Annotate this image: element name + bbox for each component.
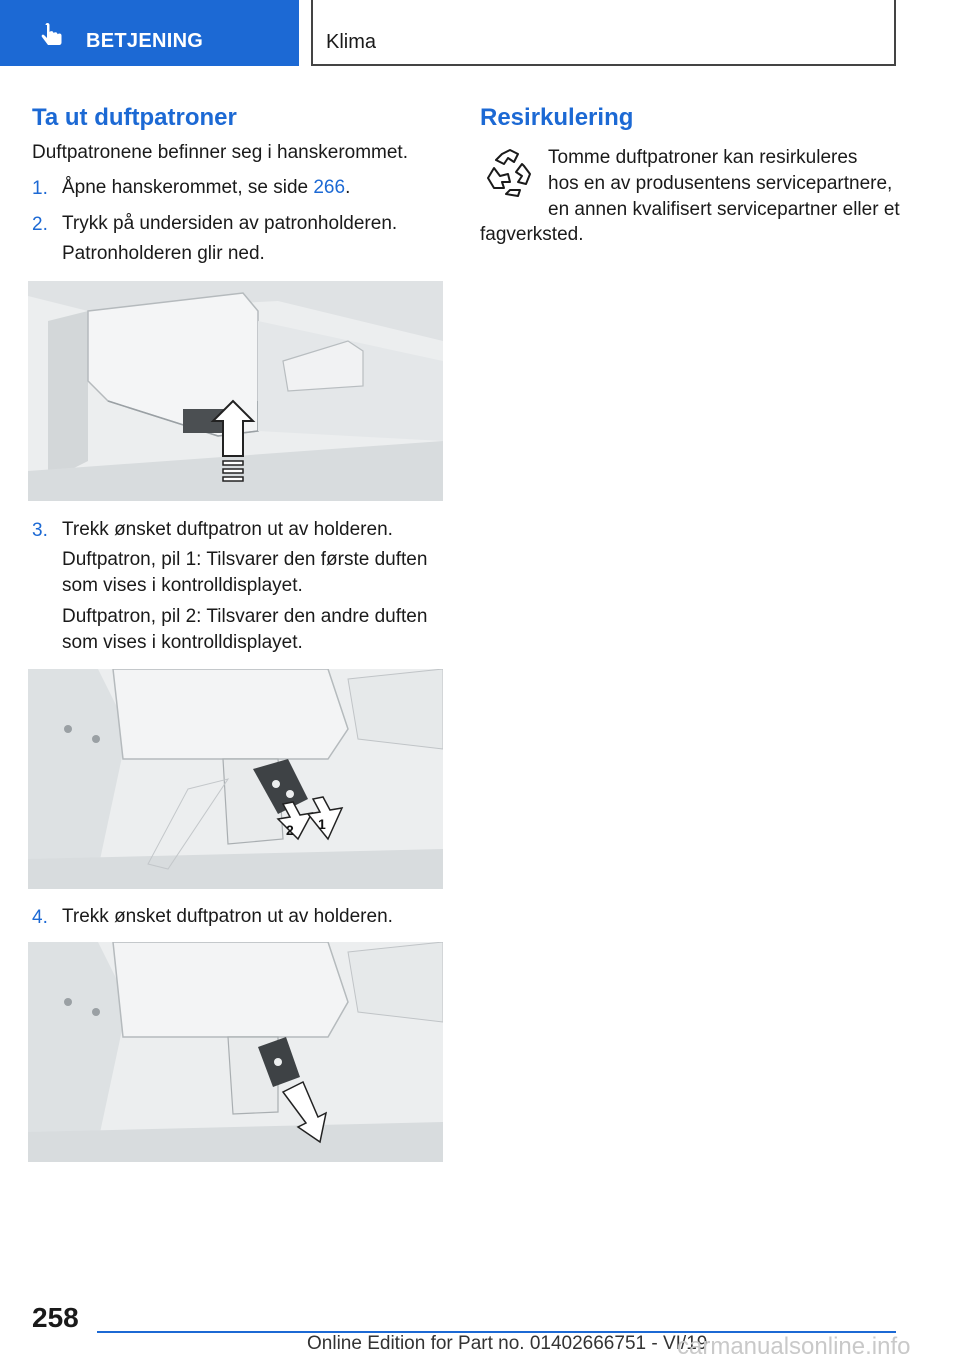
hand-pointer-icon: [38, 22, 66, 50]
figure-pull-cartridge: [28, 942, 443, 1162]
step-1-number: 1.: [32, 178, 48, 199]
edition-text: Online Edition for Part no. 01402666751 - VI/19: [307, 1333, 708, 1354]
recycle-line-2: hos en av produsentens servicepartnere,: [548, 173, 893, 194]
page-link[interactable]: 266: [313, 177, 346, 198]
watermark: carmanualsonline.info: [677, 1333, 911, 1360]
step-2-text: Trykk på undersiden av patronholderen.: [62, 213, 398, 234]
arrow-label-2: 2: [286, 822, 294, 838]
step-4-text: Trekk ønsket duftpatron ut av holderen.: [62, 906, 393, 927]
page-number: 258: [32, 1302, 79, 1333]
step-2-number: 2.: [32, 214, 48, 235]
step-3-note-2-line-2: som vises i kontrolldisplayet.: [62, 632, 303, 653]
step-1-text: Åpne hanskerommet, se side 266.: [62, 177, 351, 198]
figure-press-holder: [28, 281, 443, 501]
left-heading: Ta ut duftpatroner: [32, 104, 237, 131]
step-3-note-2-line-1: Duftpatron, pil 2: Tilsvarer den andre duften: [62, 606, 428, 627]
recycle-line-3: en annen kvalifisert servicepartner eller et: [548, 199, 900, 220]
right-heading: Resirkulering: [480, 104, 634, 131]
arrow-label-1: 1: [318, 816, 326, 832]
topic-title: Klima: [326, 31, 377, 53]
step-3-number: 3.: [32, 520, 48, 541]
recycle-icon: [484, 148, 536, 198]
recycle-line-4: fagverksted.: [480, 224, 584, 245]
step-4-number: 4.: [32, 907, 48, 928]
recycle-line-1: Tomme duftpatroner kan resirkuleres: [548, 147, 858, 168]
step-3-note-1-line-2: som vises i kontrolldisplayet.: [62, 575, 303, 596]
intro-text: Duftpatronene befinner seg i hanskerommet.: [32, 142, 408, 163]
step-3-note-1-line-1: Duftpatron, pil 1: Tilsvarer den første duften: [62, 549, 428, 570]
topic-box: [311, 0, 896, 66]
step-3-text: Trekk ønsket duftpatron ut av holderen.: [62, 519, 393, 540]
figure-cartridge-arrows: [28, 669, 443, 889]
section-title: BETJENING: [86, 30, 204, 52]
step-2-note: Patronholderen glir ned.: [62, 243, 265, 264]
